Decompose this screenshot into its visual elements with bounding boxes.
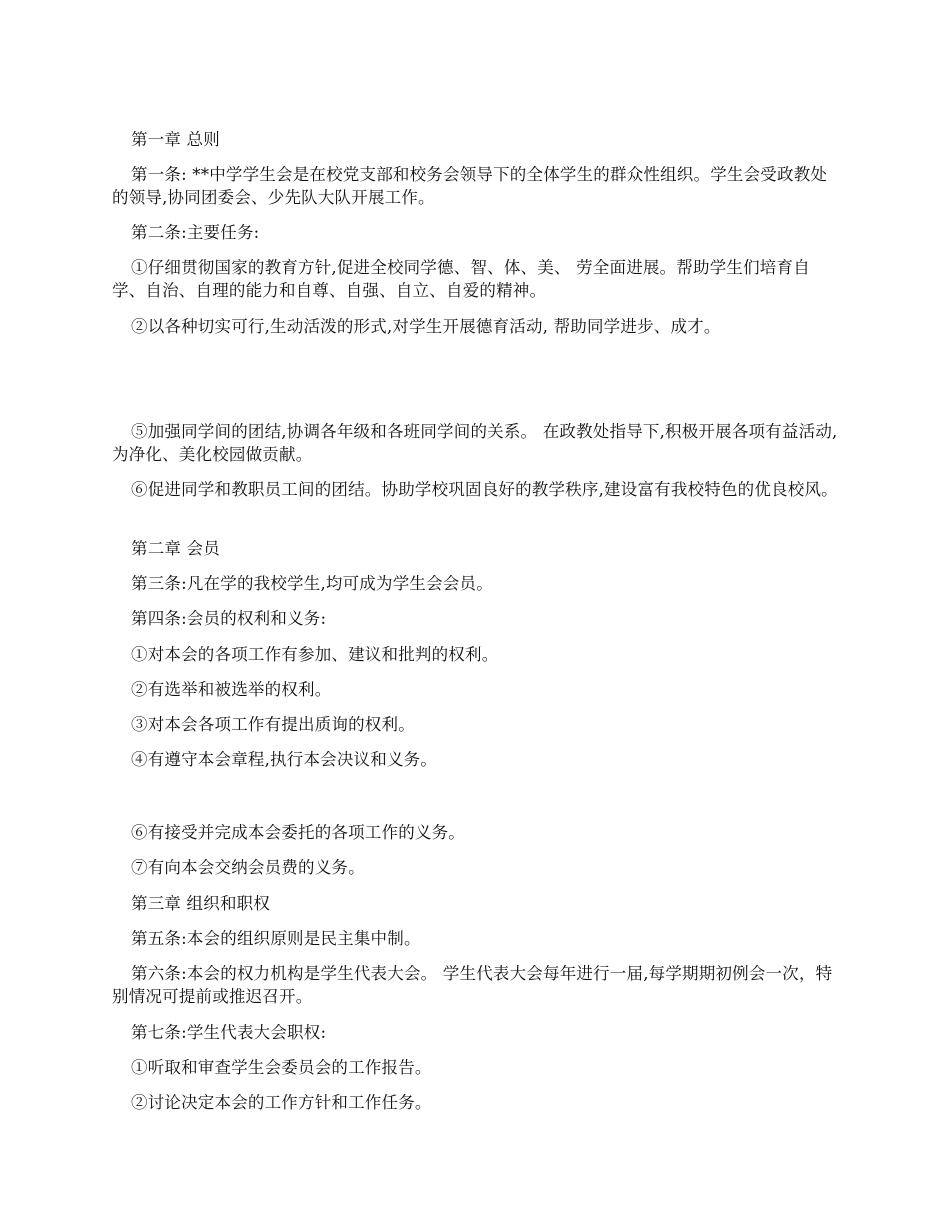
article-7: 第七条:学生代表大会职权: — [131, 1023, 327, 1042]
article-2-item-2: ②以各种切实可行,生动活泼的形式,对学生开展德育活动, 帮助同学进步、成才。 — [131, 317, 721, 336]
article-7-item-1: ①听取和审查学生会委员会的工作报告。 — [131, 1058, 432, 1077]
chapter-3-heading: 第三章 组织和职权 — [131, 894, 271, 913]
article-2-item-6: ⑥促进同学和教职员工间的团结。协助学校巩固良好的教学秩序,建设富有我校特色的优良校风。 — [131, 480, 838, 499]
article-4-item-1: ①对本会的各项工作有参加、建议和批判的权利。 — [131, 645, 499, 664]
article-4: 第四条:会员的权利和义务: — [131, 609, 327, 628]
chapter-1-heading: 第一章 总则 — [131, 130, 220, 149]
chapter-2-heading: 第二章 会员 — [131, 539, 220, 558]
article-4-item-6: ⑥有接受并完成本会委托的各项工作的义务。 — [131, 823, 465, 842]
article-1: 第一条: **中学学生会是在校党支部和校务会领导下的全体学生的群众性组织。学生会受政教处的领导,协同团委会、少先队大队开展工作。 — [112, 165, 828, 207]
article-5: 第五条:本会的组织原则是民主集中制。 — [131, 929, 421, 948]
article-4-item-4: ④有遵守本会章程,执行本会决议和义务。 — [131, 750, 438, 769]
article-6: 第六条:本会的权力机构是学生代表大会。 学生代表大会每年进行一届,每学期期初例会一次，特别情况可提前或推迟召开。 — [112, 964, 833, 1006]
article-7-item-2: ②讨论决定本会的工作方针和工作任务。 — [131, 1093, 432, 1112]
article-4-item-7: ⑦有向本会交纳会员费的义务。 — [131, 858, 365, 877]
article-2: 第二条:主要任务: — [131, 223, 260, 242]
article-4-item-2: ②有选举和被选举的权利。 — [131, 680, 332, 699]
article-2-item-1: ①仔细贯彻国家的教育方针,促进全校同学德、智、体、美、 劳全面进展。帮助学生们培育自学、自治、自理的能力和自尊、自强、自立、自爱的精神。 — [112, 258, 810, 300]
article-3: 第三条:凡在学的我校学生,均可成为学生会会员。 — [131, 574, 493, 593]
article-2-item-5: ⑤加强同学间的团结,协调各年级和各班同学间的关系。 在政教处指导下,积极开展各项有益活动,为净化、美化校园做贡献。 — [112, 422, 838, 464]
article-4-item-3: ③对本会各项工作有提出质询的权利。 — [131, 715, 415, 734]
